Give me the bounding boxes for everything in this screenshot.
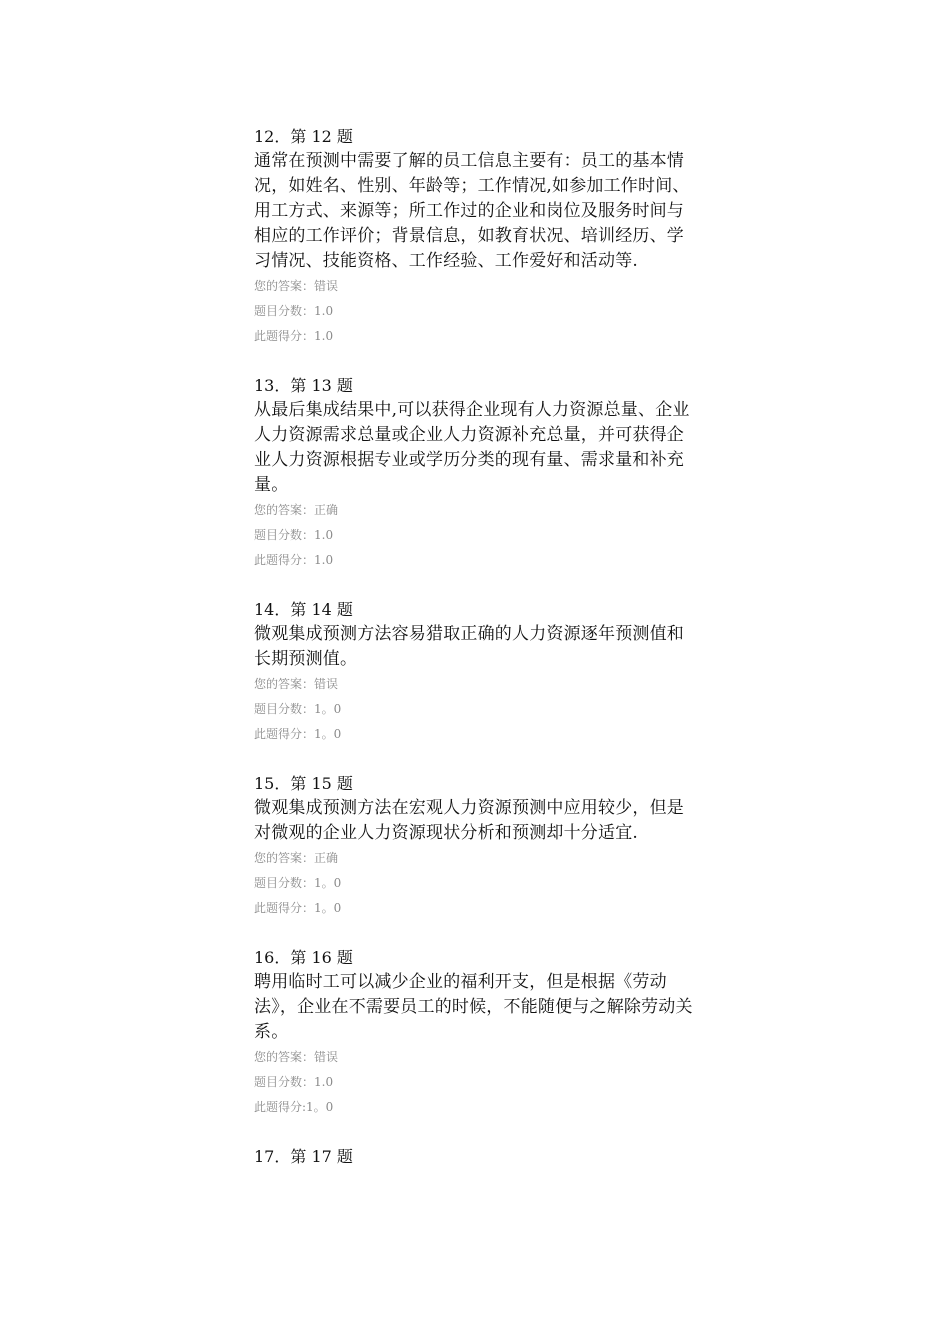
question-text: 微观集成预测方法容易猎取正确的人力资源逐年预测值和长期预测值。 bbox=[254, 624, 684, 669]
question-title: 17．第 17 题 bbox=[254, 1147, 353, 1166]
your-answer: 您的答案：正确 bbox=[254, 503, 339, 517]
earned-score: 此题得分:1。0 bbox=[254, 1100, 334, 1114]
question-title: 16．第 16 题 bbox=[254, 948, 353, 967]
question-list bbox=[254, 124, 704, 1193]
question-15 bbox=[254, 771, 704, 921]
question-text: 聘用临时工可以减少企业的福利开支，但是根据《劳动法》，企业在不需要员工的时候，不能随便与之解除劳动关系。 bbox=[254, 972, 693, 1042]
question-score: 题目分数：1.0 bbox=[254, 1075, 334, 1089]
your-answer: 您的答案：错误 bbox=[254, 677, 339, 691]
question-12 bbox=[254, 124, 704, 349]
question-14 bbox=[254, 597, 704, 747]
earned-score: 此题得分：1.0 bbox=[254, 329, 334, 343]
question-16 bbox=[254, 945, 704, 1120]
question-score: 题目分数：1.0 bbox=[254, 528, 334, 542]
your-answer: 您的答案：错误 bbox=[254, 1050, 339, 1064]
earned-score: 此题得分：1.0 bbox=[254, 553, 334, 567]
question-text: 通常在预测中需要了解的员工信息主要有：员工的基本情况，如姓名、性别、年龄等；工作情况,如参加工作时间、用工方式、来源等；所工作过的企业和岗位及服务时间与相应的工作评价；背景信息，如教育状况、培训经历、学习情况、技能资格、工作经验、工作爱好和活动等. bbox=[254, 151, 690, 271]
question-title: 13．第 13 题 bbox=[254, 376, 353, 395]
earned-score: 此题得分：1。0 bbox=[254, 901, 342, 915]
question-17 bbox=[254, 1144, 704, 1169]
question-title: 15．第 15 题 bbox=[254, 774, 353, 793]
earned-score: 此题得分：1。0 bbox=[254, 727, 342, 741]
question-title: 14．第 14 题 bbox=[254, 600, 353, 619]
your-answer: 您的答案：正确 bbox=[254, 851, 339, 865]
question-score: 题目分数：1。0 bbox=[254, 876, 342, 890]
question-text: 微观集成预测方法在宏观人力资源预测中应用较少，但是对微观的企业人力资源现状分析和预测却十分适宜. bbox=[254, 798, 684, 843]
question-text: 从最后集成结果中,可以获得企业现有人力资源总量、企业人力资源需求总量或企业人力资源补充总量，并可获得企业人力资源根据专业或学历分类的现有量、需求量和补充量。 bbox=[254, 400, 690, 495]
question-13 bbox=[254, 373, 704, 573]
your-answer: 您的答案：错误 bbox=[254, 279, 339, 293]
question-title: 12．第 12 题 bbox=[254, 127, 353, 146]
question-score: 题目分数：1.0 bbox=[254, 304, 334, 318]
question-score: 题目分数：1。0 bbox=[254, 702, 342, 716]
